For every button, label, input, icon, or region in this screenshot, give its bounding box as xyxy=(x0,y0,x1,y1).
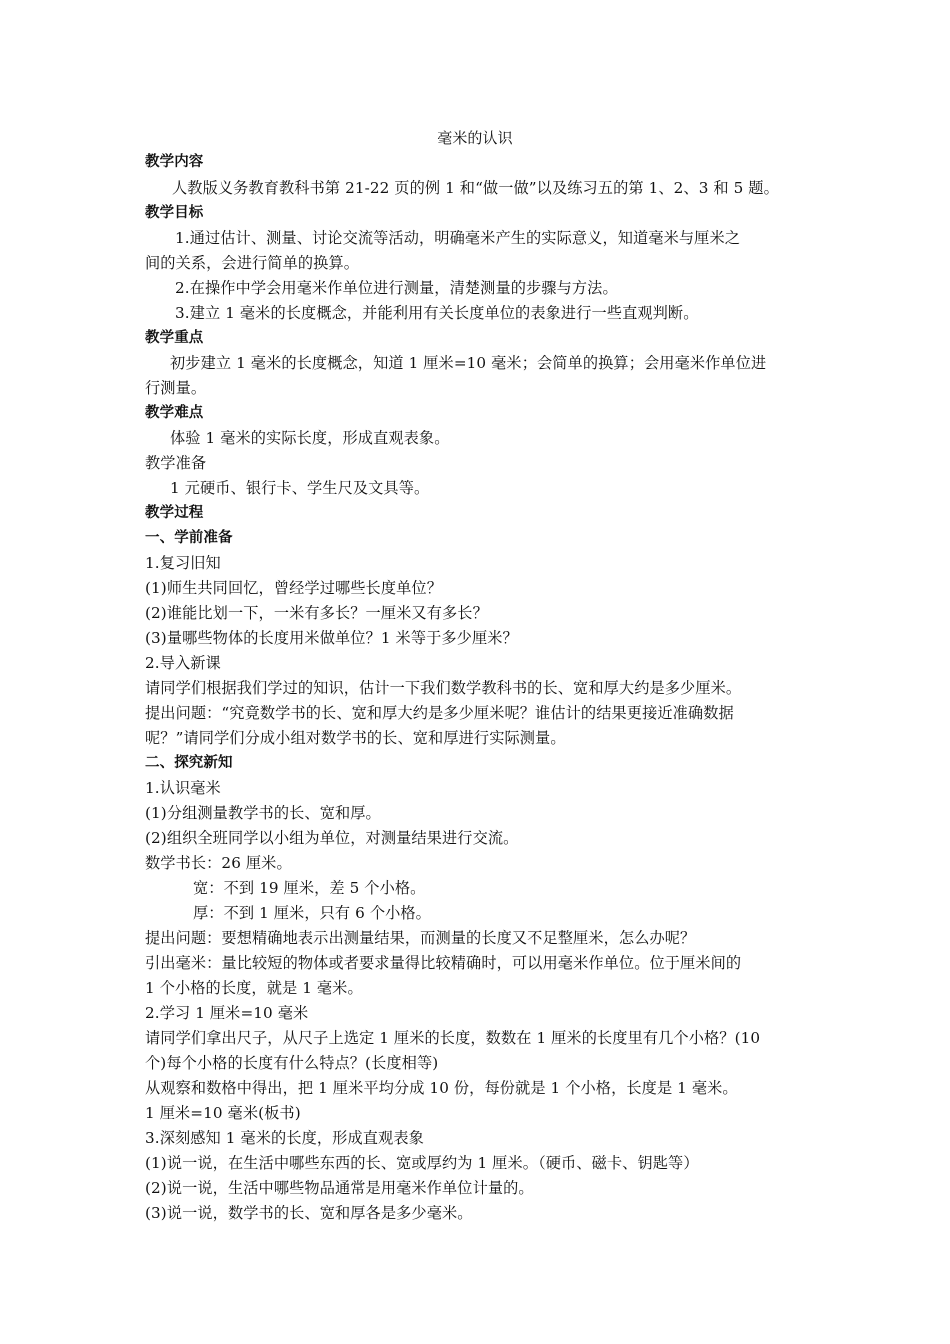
body-line: 数学书长：26 厘米。 xyxy=(145,854,292,872)
body-line: 从观察和数格中得出，把 1 厘米平均分成 10 份，每份就是 1 个小格，长度是 1 毫米。 xyxy=(145,1079,738,1097)
body-line: 3.深刻感知 1 毫米的长度，形成直观表象 xyxy=(145,1129,424,1147)
body-line: 呢？”请同学们分成小组对数学书的长、宽和厚进行实际测量。 xyxy=(145,729,566,747)
body-line: 引出毫米：量比较短的物体或者要求量得比较精确时，可以用毫米作单位。位于厘米间的 xyxy=(145,954,742,972)
body-line: 间的关系，会进行简单的换算。 xyxy=(145,254,360,272)
body-line: 请同学们拿出尺子，从尺子上选定 1 厘米的长度，数数在 1 厘米的长度里有几个小格？(10 xyxy=(145,1029,761,1047)
section-heading: 教学过程 xyxy=(145,505,204,521)
body-line: 宽：不到 19 厘米，差 5 个小格。 xyxy=(193,879,426,897)
body-line: 1.认识毫米 xyxy=(145,779,221,797)
body-line: 教学准备 xyxy=(145,454,207,472)
body-line: (1)分组测量教学书的长、宽和厚。 xyxy=(145,804,381,822)
body-line: (2)组织全班同学以小组为单位，对测量结果进行交流。 xyxy=(145,829,519,847)
body-line: (3)说一说，数学书的长、宽和厚各是多少毫米。 xyxy=(145,1204,473,1222)
body-line: (3)量哪些物体的长度用米做单位？1 米等于多少厘米？ xyxy=(145,629,518,647)
body-line: 2.导入新课 xyxy=(145,654,221,672)
body-line: (1)说一说，在生活中哪些东西的长、宽或厚约为 1 厘米。（硬币、磁卡、钥匙等） xyxy=(145,1154,699,1172)
body-line: 1 元硬币、银行卡、学生尺及文具等。 xyxy=(170,479,430,497)
section-heading: 教学重点 xyxy=(145,330,204,346)
body-line: 提出问题：要想精确地表示出测量结果，而测量的长度又不足整厘米，怎么办呢？ xyxy=(145,929,696,947)
body-line: 行测量。 xyxy=(145,379,207,397)
section-heading: 教学内容 xyxy=(145,154,204,170)
body-line: 1 个小格的长度，就是 1 毫米。 xyxy=(145,979,363,997)
body-line: 2.学习 1 厘米=10 毫米 xyxy=(145,1004,309,1022)
body-line: 厚：不到 1 厘米，只有 6 个小格。 xyxy=(193,904,431,922)
body-line: 1 厘米=10 毫米(板书) xyxy=(145,1104,301,1122)
body-line: 初步建立 1 毫米的长度概念，知道 1 厘米=10 毫米；会简单的换算；会用毫米作单位进 xyxy=(170,354,767,372)
section-heading: 教学目标 xyxy=(145,205,204,221)
body-line: 提出问题：“究竟数学书的长、宽和厚大约是多少厘米呢？谁估计的结果更接近准确数据 xyxy=(145,704,734,722)
body-line: 人教版义务教育教科书第 21-22 页的例 1 和“做一做”以及练习五的第 1、2、3 和 5 题。 xyxy=(172,179,779,197)
body-line: 1.通过估计、测量、讨论交流等活动，明确毫米产生的实际意义，知道毫米与厘米之 xyxy=(175,229,741,247)
body-line: 1.复习旧知 xyxy=(145,554,221,572)
section-heading: 一、学前准备 xyxy=(145,530,233,546)
body-line: 2.在操作中学会用毫米作单位进行测量，清楚测量的步骤与方法。 xyxy=(175,279,618,297)
body-line: (2)说一说，生活中哪些物品通常是用毫米作单位计量的。 xyxy=(145,1179,534,1197)
section-heading: 教学难点 xyxy=(145,405,204,421)
body-line: 体验 1 毫米的实际长度，形成直观表象。 xyxy=(170,429,450,447)
body-line: 3.建立 1 毫米的长度概念，并能利用有关长度单位的表象进行一些直观判断。 xyxy=(175,304,699,322)
section-heading: 二、探究新知 xyxy=(145,755,233,771)
document-title: 毫米的认识 xyxy=(437,129,513,147)
body-line: (2)谁能比划一下，一米有多长？一厘米又有多长？ xyxy=(145,604,488,622)
body-line: 个)每个小格的长度有什么特点？(长度相等) xyxy=(145,1054,439,1072)
body-line: (1)师生共同回忆，曾经学过哪些长度单位？ xyxy=(145,579,442,597)
body-line: 请同学们根据我们学过的知识，估计一下我们数学教科书的长、宽和厚大约是多少厘米。 xyxy=(145,679,742,697)
